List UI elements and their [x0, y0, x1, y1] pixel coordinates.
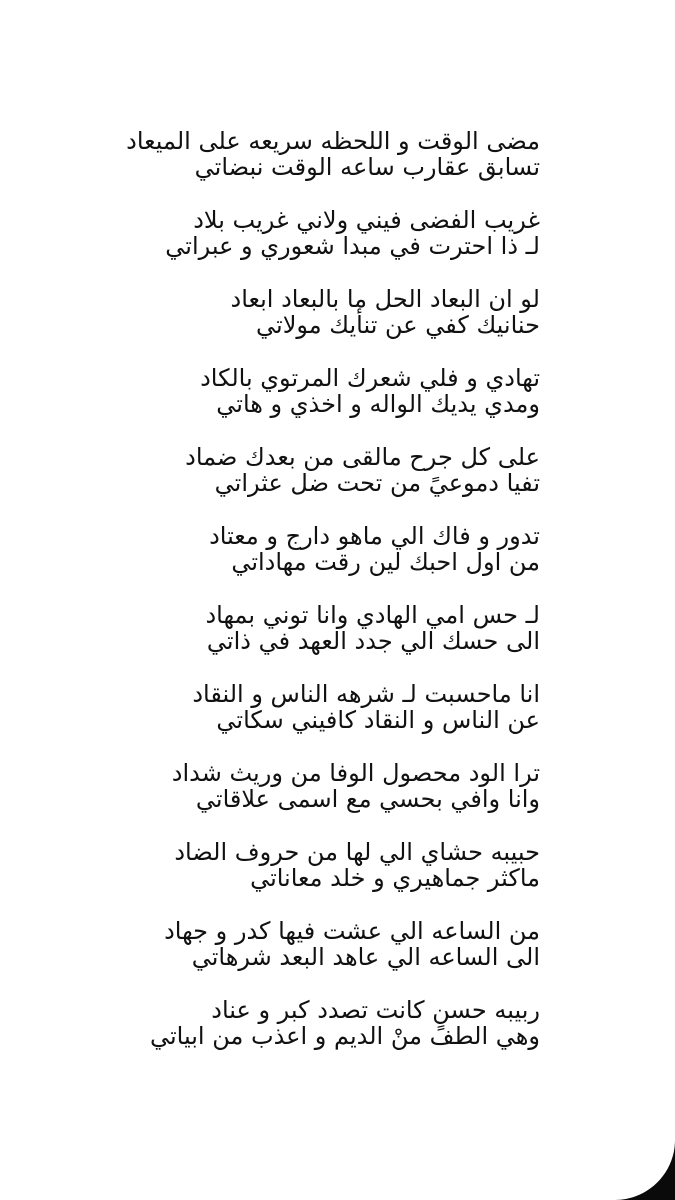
- stanza: [140, 286, 540, 338]
- poem-line: لـ ذا احترت في مبدا شعوري و عبراتي: [165, 232, 540, 260]
- poem-line: تسابق عقارب ساعه الوقت نبضاتي: [194, 153, 540, 181]
- stanza: [140, 365, 540, 417]
- poem-line: انا ماحسبت لـ شرهه الناس و النقاد: [192, 680, 540, 708]
- poem-line: حنانيك كفي عن تنأيك مولاتي: [256, 311, 540, 339]
- poem-line: لو ان البعاد الحل ما بالبعاد ابعاد: [230, 285, 540, 313]
- poem-line: ماكثر جماهيري و خلد معاناتي: [250, 864, 540, 892]
- stanza: [140, 760, 540, 812]
- stanza: [140, 681, 540, 733]
- poem-line: ترا الود محصول الوفا من وريث شداد: [171, 759, 540, 787]
- stanza: [140, 523, 540, 575]
- poem-line: من الساعه الي عشت فيها كدر و جهاد: [164, 917, 540, 945]
- poem-line: وانا وافي بحسي مع اسمى علاقاتي: [195, 785, 540, 813]
- poem-line: الى الساعه الي عاهد البعد شرهاتي: [191, 943, 540, 971]
- poem-line: تفيا دموعيً من تحت ضل عثراتي: [214, 469, 540, 497]
- poem-line: غريب الفضى فيني ولاني غريب بلاد: [193, 206, 540, 234]
- poem-line: ربيبه حسنٍ كانت تصدد كبر و عناد: [211, 996, 540, 1024]
- poem-line: عن الناس و النقاد كافيني سكاتي: [216, 706, 540, 734]
- stanza: [140, 918, 540, 970]
- stanza: [140, 839, 540, 891]
- corner-shape: [615, 1140, 675, 1200]
- poem-line: على كل جرح مالقى من بعدك ضماد: [185, 443, 540, 471]
- stanza: [140, 444, 540, 496]
- stanza: [126, 127, 540, 181]
- poem-line: وهي الطف منْ الديم و اعذب من ابياتي: [150, 1022, 540, 1050]
- poem-line: حبيبه حشاي الي لها من حروف الضاد: [174, 838, 540, 866]
- poem-line: ومدي يديك الواله و اخذي و هاتي: [216, 390, 540, 418]
- stanza: [140, 602, 540, 654]
- poem-line: تهادي و فلي شعرك المرتوي بالكاد: [200, 364, 540, 392]
- poem-line: تدور و فاك الي ماهو دارج و معتاد: [209, 522, 540, 550]
- poem-line: مضى الوقت و اللحظه سريعه على الميعاد: [126, 127, 540, 155]
- stanza: [140, 207, 540, 259]
- poem-line: من اول احبك لين رقت مهاداتي: [231, 548, 540, 576]
- poem-text: [126, 127, 540, 1076]
- poem-line: لـ حس امي الهادي وانا توني بمهاد: [205, 601, 540, 629]
- poem-line: الى حسك الي جدد العهد في ذاتي: [206, 627, 540, 655]
- stanza: [140, 997, 540, 1049]
